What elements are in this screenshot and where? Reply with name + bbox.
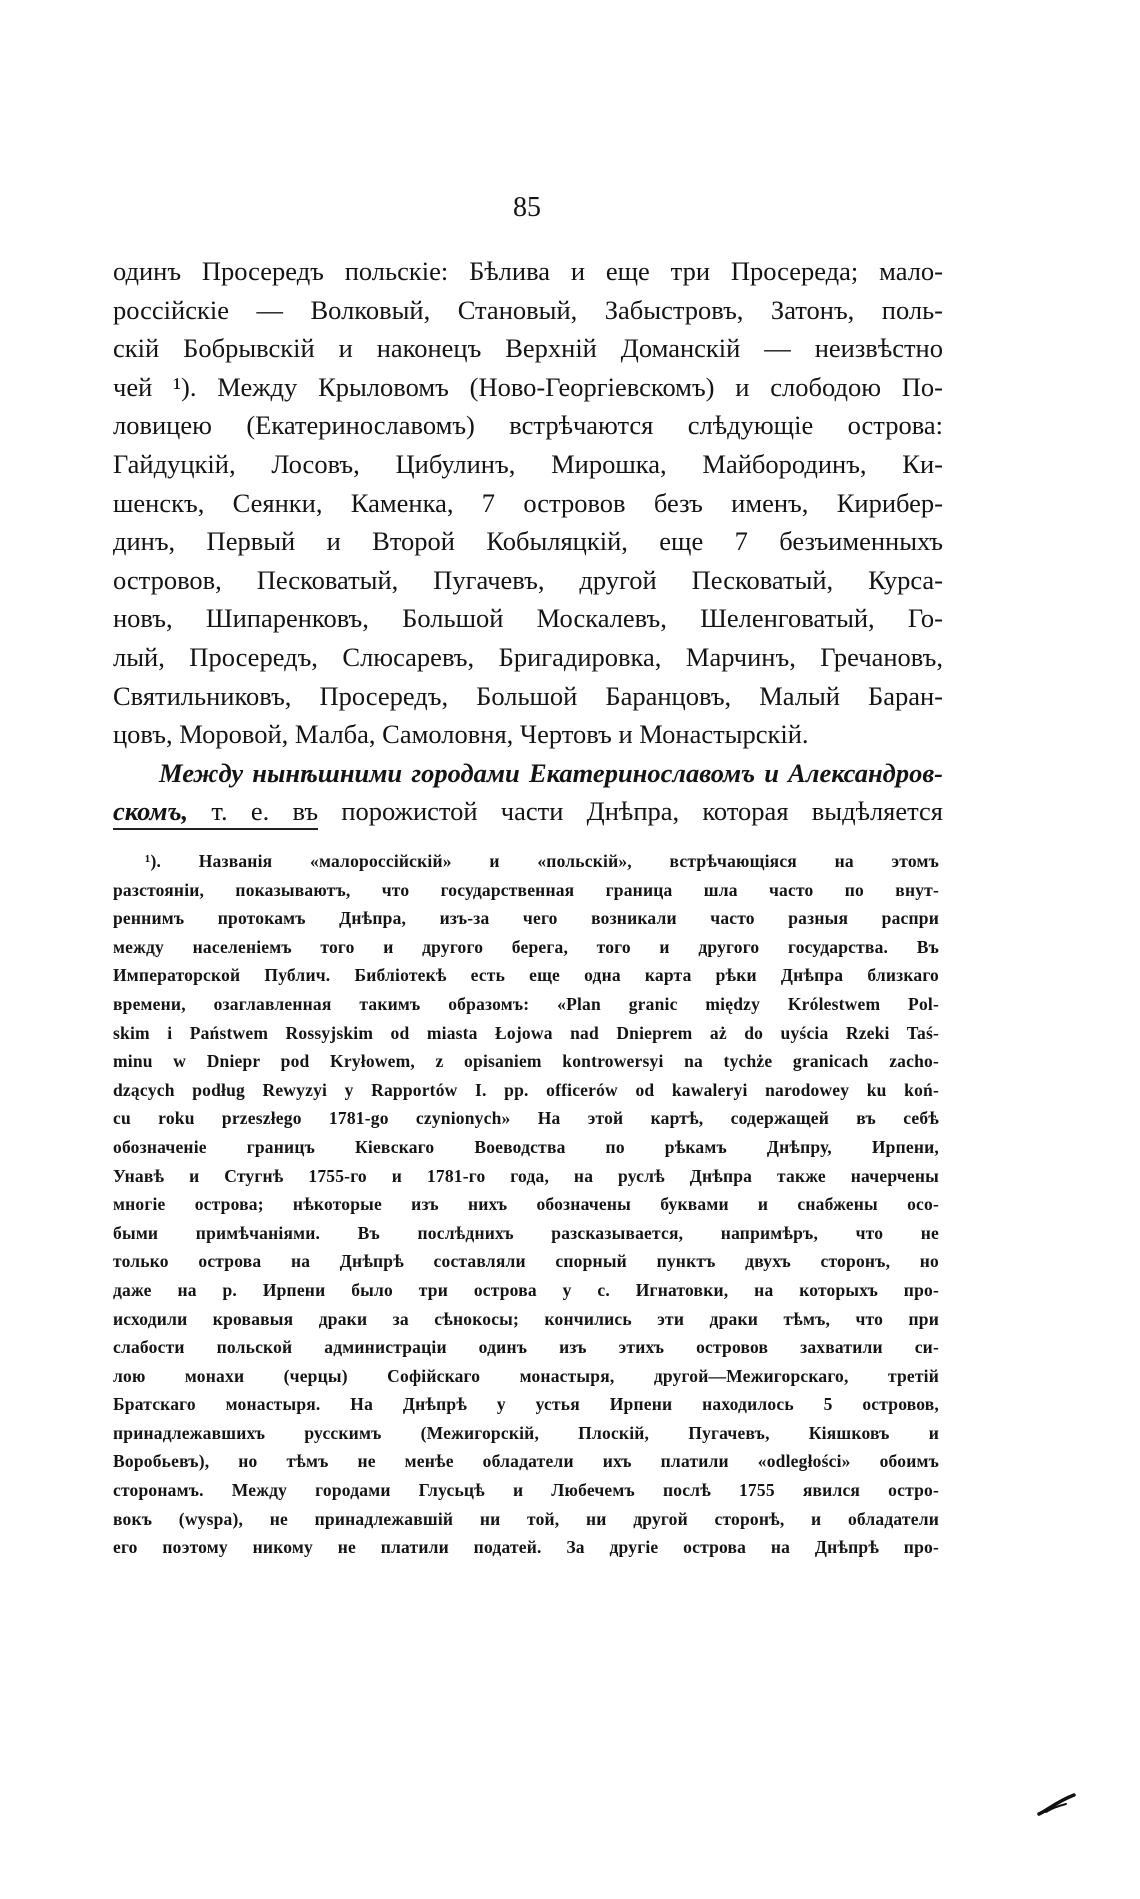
- footnote-line: minu w Dniepr pod Kryłowem, z opisaniem kontrowersyi na tychże granicach zacho-: [113, 1051, 939, 1072]
- footnote-line: cu roku przeszłego 1781-go czynionych» На этой картѣ, содержащей въ себѣ: [113, 1108, 939, 1129]
- text-line: скій Бобрывскій и наконецъ Верхній Доманскій — неизвѣстно: [113, 333, 943, 364]
- page-number: 85: [513, 192, 541, 223]
- text-line: динъ, Первый и Второй Кобыляцкій, еще 7 безъименныхъ: [113, 526, 943, 557]
- footnote-line: обозначеніе границъ Кіевскаго Воеводства по рѣкамъ Днѣпру, Ирпени,: [113, 1136, 939, 1157]
- footnote-line: вокъ (wyspa), не принадлежавшій ни той, ни другой сторонѣ, и обладатели: [113, 1508, 939, 1529]
- footnote-line: Воробьевъ), но тѣмъ не менѣе обладатели ихъ платили «odległości» обоимъ: [113, 1451, 939, 1472]
- footnote-line: сторонамъ. Между городами Глусьцѣ и Любечемъ послѣ 1755 явился остро-: [113, 1480, 939, 1501]
- footnote-line: только острова на Днѣпрѣ составляли спорный пунктъ двухъ сторонъ, но: [113, 1251, 939, 1272]
- footnote-line: ¹). Названія «малороссійскій» и «польскій», встрѣчающіяся на этомъ: [145, 851, 939, 871]
- footnote-line: его поэтому никому не платили податей. За другіе острова на Днѣпрѣ про-: [113, 1537, 939, 1558]
- main-text: [113, 252, 943, 831]
- footnote-divider: [113, 828, 318, 830]
- footnote-line: быми примѣчаніями. Въ послѣднихъ разсказывается, напримѣръ, что не: [113, 1222, 939, 1243]
- footnote-line: слабости польской администраціи одинъ изъ этихъ островов захватили си-: [113, 1337, 939, 1358]
- footnote-line: skim i Państwem Rossyjskim od miasta Łojowa nad Dnieprem aż do uyścia Rzeki Taś-: [113, 1022, 939, 1043]
- footnote-line: Императорской Публич. Библіотекѣ есть еще одна карта рѣки Днѣпра близкаго: [113, 965, 939, 986]
- italic-fragment: скомъ,: [113, 796, 189, 827]
- footnote-line: принадлежавшихъ русскимъ (Межигорскій, Плоскій, Пугачевъ, Кіяшковъ и: [113, 1422, 939, 1443]
- text-line: ловицею (Екатеринославомъ) встрѣчаются слѣдующіе острова:: [113, 410, 943, 441]
- footnote-line: Братскаго монастыря. На Днѣпрѣ у устья Ирпени находилось 5 островов,: [113, 1394, 939, 1415]
- mixed-line: [113, 792, 943, 831]
- footnote-line: разстояніи, показываютъ, что государственная граница шла часто по внут-: [113, 879, 939, 900]
- text-line: новъ, Шипаренковъ, Большой Москалевъ, Шеленговатый, Го-: [113, 603, 943, 634]
- ink-mark-icon: [1036, 1792, 1078, 1826]
- text-line: лый, Просередъ, Слюсаревъ, Бригадировка, Марчинъ, Гречановъ,: [113, 641, 943, 672]
- text-line: россійскіе — Волковый, Становый, Забыстровъ, Затонъ, поль-: [113, 294, 943, 325]
- text-line: островов, Песковатый, Пугачевъ, другой Песковатый, Курса-: [113, 564, 943, 595]
- italic-line: Между нынѣшними городами Екатеринославомъ и Александров-: [159, 757, 943, 788]
- text-line: Гайдуцкій, Лосовъ, Цибулинъ, Мирошка, Майбородинъ, Ки-: [113, 448, 943, 479]
- footnote-line: даже на р. Ирпени было три острова у с. Игнатовки, на которыхъ про-: [113, 1279, 939, 1300]
- text-line: Святильниковъ, Просередъ, Большой Баранцовъ, Малый Баран-: [113, 680, 943, 711]
- footnote-line: Унавѣ и Стугнѣ 1755-го и 1781-го года, на руслѣ Днѣпра также начерчены: [113, 1165, 939, 1186]
- footnote-line: многіе острова; нѣкоторые изъ нихъ обозначены буквами и снабжены осо-: [113, 1194, 939, 1215]
- text-line: цовъ, Моровой, Малба, Самоловня, Чертовъ и Монастырскій.: [113, 719, 809, 750]
- footnote-line: лою монахи (черцы) Софійскаго монастыря, другой—Межигорскаго, третій: [113, 1365, 939, 1386]
- text-line: одинъ Просередъ польскіе: Бѣлива и еще три Просереда; мало-: [113, 256, 943, 286]
- text-line: шенскъ, Сеянки, Каменка, 7 островов безъ именъ, Кирибер-: [113, 487, 943, 518]
- footnote-line: времени, озаглавленная такимъ образомъ: «Plan granic między Królestwem Pol-: [113, 993, 939, 1014]
- text-fragment: т. е. въ порожистой части Днѣпра, которая выдѣляется: [188, 796, 943, 827]
- footnote: [113, 847, 939, 1562]
- footnote-line: dzących podług Rewyzyi y Rapportów I. pp. officerów od kawaleryi narodowey ku koń-: [113, 1079, 939, 1100]
- footnote-line: реннимъ протокамъ Днѣпра, изъ-за чего возникали часто разныя распри: [113, 908, 939, 929]
- footnote-line: исходили кровавыя драки за сѣнокосы; кончились эти драки тѣмъ, что при: [113, 1308, 939, 1329]
- footnote-line: между населеніемъ того и другого берега, того и другого государства. Въ: [113, 936, 939, 957]
- text-line: чей ¹). Между Крыловомъ (Ново-Георгіевскомъ) и слободою По-: [113, 371, 943, 402]
